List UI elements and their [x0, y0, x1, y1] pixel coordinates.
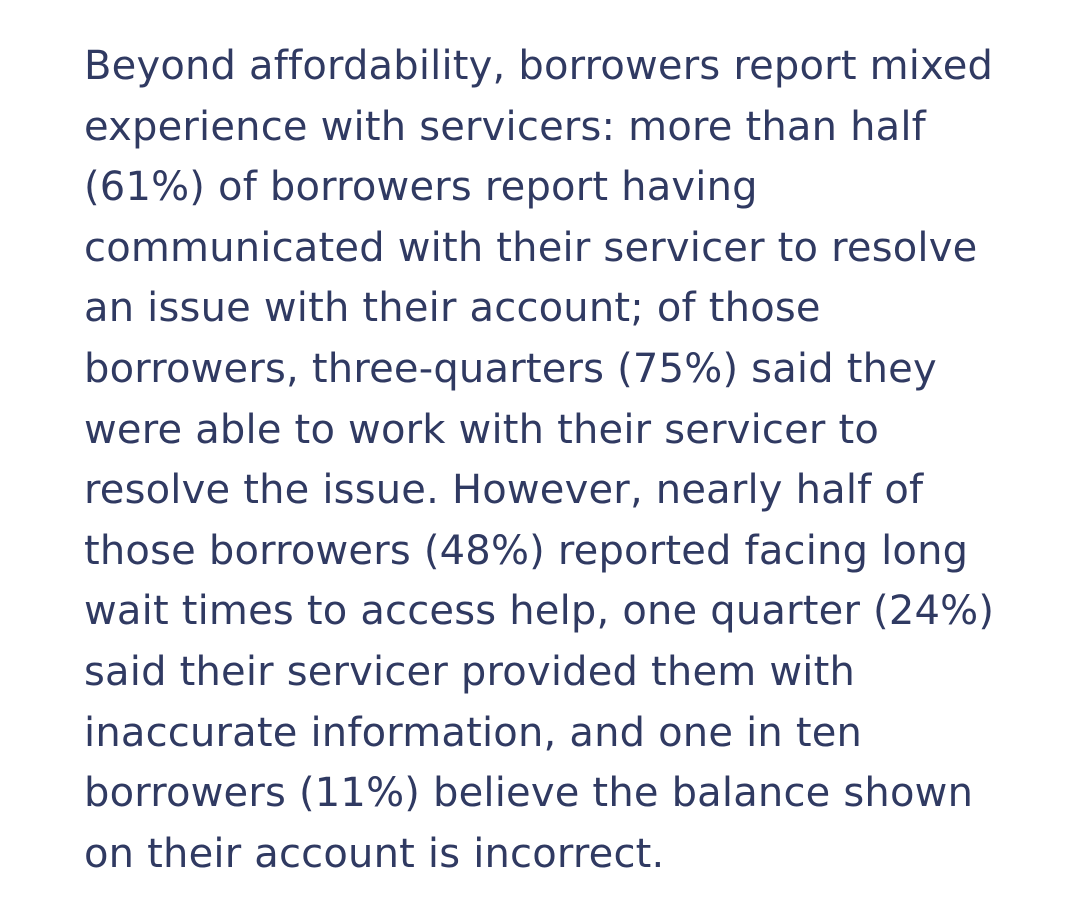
paragraph-line: borrowers, three-quarters (75%) said they	[84, 345, 937, 392]
paragraph-line: communicated with their servicer to resolve	[84, 224, 978, 271]
paragraph-line: those borrowers (48%) reported facing long	[84, 527, 969, 574]
paragraph-line: an issue with their account; of those	[84, 285, 821, 332]
paragraph-line: were able to work with their servicer to	[84, 406, 880, 453]
paragraph-line: Beyond affordability, borrowers report mixed	[84, 43, 994, 89]
paragraph-line: (61%) of borrowers report having	[84, 164, 758, 211]
paragraph-line: said their servicer provided them with	[84, 648, 856, 695]
paragraph-line: resolve the issue. However, nearly half of	[84, 467, 924, 514]
paragraph-line: experience with servicers: more than half	[84, 103, 926, 150]
paragraph-line: inaccurate information, and one in ten	[84, 709, 863, 756]
paragraph-line: wait times to access help, one quarter (24%)	[84, 588, 995, 635]
article-paragraph	[84, 36, 1044, 884]
paragraph-line: borrowers (11%) believe the balance shown	[84, 770, 974, 817]
paragraph-line: on their account is incorrect.	[84, 830, 665, 877]
